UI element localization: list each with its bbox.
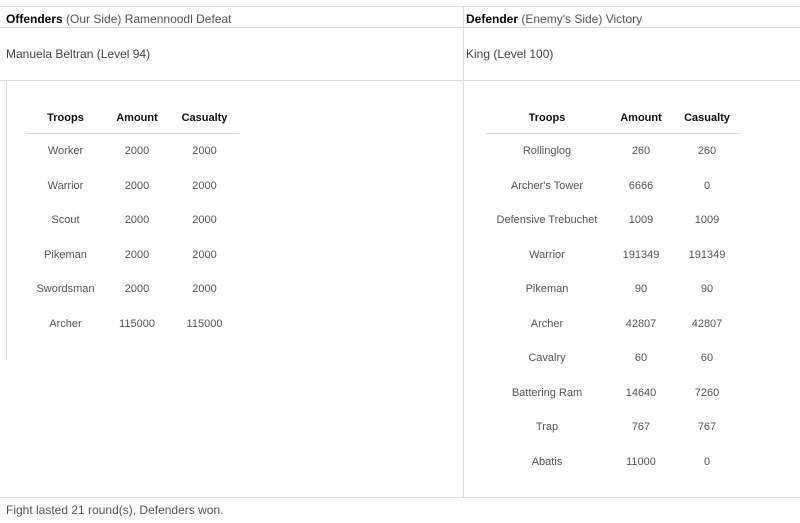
table-row <box>486 410 740 445</box>
troop-casualty-cell: 1009 <box>694 214 720 227</box>
troop-name-cell: Rollinglog <box>522 145 572 158</box>
troop-casualty-cell: 60 <box>700 352 714 365</box>
troop-amount-cell: 2000 <box>124 214 150 227</box>
offender-side: (Our Side) Ramennoodl <box>66 12 193 26</box>
table-row <box>486 307 740 342</box>
troop-name-cell: Archer <box>49 317 82 330</box>
left-table-edge <box>6 80 7 360</box>
table-header-row <box>27 102 239 134</box>
table-row <box>486 238 740 273</box>
table-row <box>27 272 239 307</box>
troop-name-cell: Pikeman <box>525 283 569 296</box>
troop-name-cell: Worker <box>47 145 84 158</box>
table-row <box>486 134 740 169</box>
troop-casualty-cell: 115000 <box>186 317 223 330</box>
footer-divider <box>0 497 800 498</box>
offender-role: Offenders <box>6 12 63 26</box>
player-divider <box>0 80 800 81</box>
troop-casualty-cell: 191349 <box>688 248 726 261</box>
troop-name-cell: Abatis <box>531 455 563 468</box>
table-row <box>27 307 239 342</box>
troop-casualty-cell: 2000 <box>192 179 217 192</box>
defender-header <box>466 12 642 26</box>
table-row <box>486 341 740 376</box>
troop-name-cell: Defensive Trebuchet <box>496 214 598 227</box>
troop-name-cell: Scout <box>51 214 80 227</box>
troop-name-cell: Cavalry <box>528 352 566 365</box>
troop-name-cell: Archer <box>530 317 564 330</box>
table-row <box>486 272 740 307</box>
table-row <box>486 376 740 411</box>
troop-amount-cell: 42807 <box>625 317 657 330</box>
troop-amount-cell: 11000 <box>626 455 656 468</box>
amount-column-header: Amount <box>104 102 170 134</box>
casualty-column-header: Casualty <box>170 102 239 134</box>
troop-casualty-cell: 2000 <box>192 145 217 158</box>
battle-summary: Fight lasted 21 round(s), Defenders won. <box>6 503 224 517</box>
offender-header <box>6 12 231 26</box>
amount-column-header: Amount <box>608 102 674 134</box>
defender-result: Victory <box>605 12 643 26</box>
troop-name-cell: Warrior <box>47 179 84 192</box>
troops-column-header: Troops <box>486 102 608 134</box>
defender-role: Defender <box>466 12 519 26</box>
troop-name-cell: Archer's Tower <box>510 179 584 192</box>
troop-casualty-cell: 2000 <box>192 248 217 261</box>
troop-amount-cell: 191349 <box>622 248 660 261</box>
table-row <box>486 169 740 204</box>
troop-casualty-cell: 90 <box>700 283 714 296</box>
table-row <box>27 238 239 273</box>
offender-troops-table <box>27 102 239 341</box>
troop-amount-cell: 6666 <box>628 179 654 192</box>
troop-amount-cell: 2000 <box>124 145 150 158</box>
troop-amount-cell: 115000 <box>119 317 155 330</box>
troop-amount-cell: 2000 <box>124 248 150 261</box>
troop-casualty-cell: 42807 <box>691 317 723 330</box>
top-border <box>0 6 800 7</box>
troop-name-cell: Battering Ram <box>511 386 583 399</box>
defender-side: (Enemy's Side) <box>521 12 603 26</box>
troop-amount-cell: 260 <box>631 145 651 158</box>
casualty-column-header: Casualty <box>674 102 740 134</box>
troops-column-header: Troops <box>27 102 104 134</box>
header-divider <box>0 27 800 28</box>
offender-player: Manuela Beltran (Level 94) <box>6 47 151 61</box>
troop-name-cell: Trap <box>535 421 559 434</box>
column-divider <box>463 6 464 497</box>
defender-player: King (Level 100) <box>466 47 554 61</box>
table-row <box>486 445 740 480</box>
troop-name-cell: Warrior <box>529 248 565 261</box>
troop-amount-cell: 14640 <box>625 386 657 399</box>
troop-amount-cell: 60 <box>634 352 648 365</box>
table-header-row <box>486 102 740 134</box>
troop-casualty-cell: 7260 <box>694 386 720 399</box>
troop-casualty-cell: 2000 <box>192 214 217 227</box>
defender-troops-table <box>486 102 740 479</box>
troop-amount-cell: 767 <box>631 421 651 434</box>
table-row <box>27 169 239 204</box>
troop-amount-cell: 90 <box>634 283 648 296</box>
troop-amount-cell: 2000 <box>124 283 150 296</box>
troop-name-cell: Swordsman <box>36 283 95 296</box>
troop-name-cell: Pikeman <box>44 248 87 261</box>
table-row <box>486 203 740 238</box>
troop-casualty-cell: 260 <box>697 145 717 158</box>
table-row <box>27 134 239 169</box>
troop-amount-cell: 1009 <box>628 214 654 227</box>
table-row <box>27 203 239 238</box>
troop-casualty-cell: 767 <box>697 421 717 434</box>
troop-amount-cell: 2000 <box>124 179 150 192</box>
troop-casualty-cell: 0 <box>703 455 711 468</box>
troop-casualty-cell: 2000 <box>192 283 217 296</box>
offender-result: Defeat <box>196 12 232 26</box>
troop-casualty-cell: 0 <box>703 179 711 192</box>
